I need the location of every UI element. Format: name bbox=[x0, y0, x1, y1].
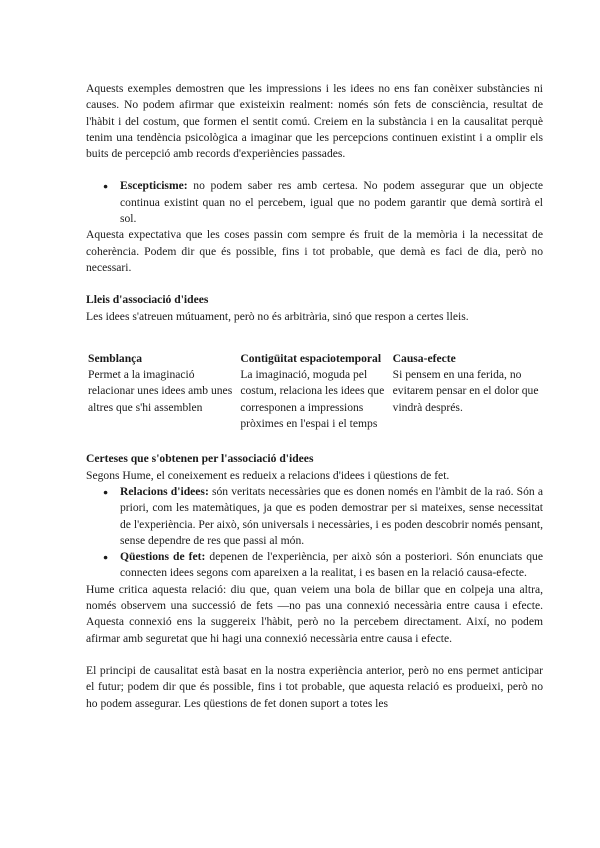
laws-heading: Lleis d'associació d'idees bbox=[86, 293, 209, 307]
law-title: Semblança bbox=[88, 351, 143, 365]
certainties-intro: Segons Hume, el coneixement es redueix a relacions d'idees i qüestions de fet. bbox=[86, 468, 450, 482]
critique-paragraph: Hume critica aquesta relació: diu que, quan veiem una bola de billar que en colpeja una altra, només observem una successió de fets —no pas una connexió necessària entre causa i efecte. Aquesta connexió ens la suggereix l'hàbit, però no la percebem directament. Així, no podem afirmar amb seguretat que hi hagi una connexió necessària entre causa i efecte. bbox=[86, 582, 543, 645]
laws-intro: Les idees s'atreuen mútuament, però no és arbitrària, sinó que respon a certes lleis. bbox=[86, 309, 469, 323]
expectation-paragraph: Aquesta expectativa que les coses passin com sempre és fruit de la memòria i la necessitat de coherència. Podem dir que és possible, fins i tot probable, que demà es faci de dia, però no necessari. bbox=[86, 228, 543, 274]
law-text: Si pensem en una ferida, no evitarem pensar en el dolor que vindrà després. bbox=[392, 368, 539, 414]
law-title: Causa-efecte bbox=[392, 351, 456, 365]
causality-paragraph: El principi de causalitat està basat en la nostra experiència anterior, però no ens permet anticipar el futur; podem dir que és possible, fins i tot probable, que aquesta relació es produeixi, però no ho podem assegurar. Les qüestions de fet donen suport a totes les bbox=[86, 663, 543, 710]
certainty-term: Qüestions de fet: bbox=[120, 550, 206, 564]
law-column-contiguity bbox=[238, 351, 390, 432]
certainties-list bbox=[86, 484, 543, 582]
certainty-bullet-facts bbox=[86, 549, 543, 582]
certainties-heading: Certeses que s'obtenen per l'associació d'idees bbox=[86, 452, 314, 466]
law-text: La imaginació, moguda pel costum, relaciona les idees que corresponen a impressions pròximes en l'espai i el temps bbox=[240, 368, 385, 431]
law-title: Contigüitat espaciotemporal bbox=[240, 351, 382, 365]
certainty-term: Relacions d'idees: bbox=[120, 484, 209, 498]
intro-paragraph: Aquests exemples demostren que les impressions i les idees no ens fan conèixer substàncies ni causes. No podem afirmar que existeixin realment: només són fets de consciència, resultat de l'hàbit i del costum, que formen el sentit comú. Creiem en la substància i en la causalitat perquè tenim una tendència psicològica a imaginar que les percepcions continuen existint i a omplir els buits de percepció amb records d'experiències passades. bbox=[86, 82, 543, 161]
law-column-resemblance bbox=[86, 351, 238, 432]
scepticism-bullet bbox=[86, 178, 543, 227]
scepticism-list bbox=[86, 178, 543, 227]
certainty-text: són veritats necessàries que es donen només en l'àmbit de la raó. Són a priori, com les matemàtiques, ja que es poden demostrar per si mateixes, sense necessitat de l'experiència. Per això, són universals i necessàries, i es poden descobrir només pensant, sense dependre de res que passi al món. bbox=[120, 484, 544, 547]
scepticism-text: no podem saber res amb certesa. No podem assegurar que un objecte continua existint quan no el percebem, igual que no podem garantir que demà sortirà el sol. bbox=[120, 179, 543, 226]
law-text: Permet a la imaginació relacionar unes idees amb unes altres que s'hi assemblen bbox=[88, 368, 233, 414]
law-column-cause-effect bbox=[391, 351, 543, 432]
certainty-bullet-ideas bbox=[86, 484, 543, 549]
page-content bbox=[86, 81, 543, 712]
association-laws-table bbox=[86, 351, 543, 432]
scepticism-term: Escepticisme: bbox=[120, 179, 188, 193]
certainty-text: depenen de l'experiència, per això són a posteriori. Són enunciats que connecten idees segons com apareixen a la realitat, i es basen en la relació causa-efecte. bbox=[120, 550, 543, 580]
